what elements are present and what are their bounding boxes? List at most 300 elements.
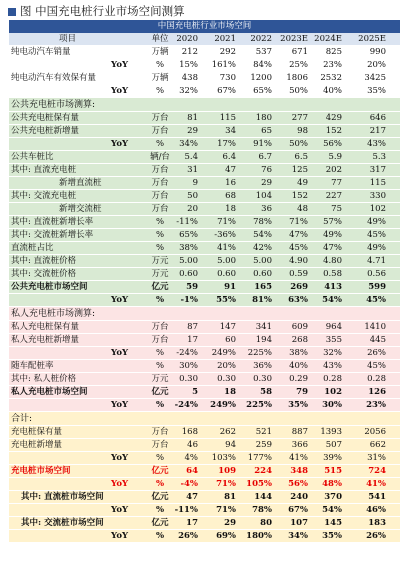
cell-value: 990 xyxy=(369,47,386,57)
cell-value: 5.00 xyxy=(217,256,236,266)
cell-value: 341 xyxy=(255,322,272,332)
table-row xyxy=(9,517,400,530)
cell-value: 50% xyxy=(289,139,308,149)
cell-value: 887 xyxy=(291,427,308,437)
cell-value: 49% xyxy=(367,243,386,253)
cell-value: 47 xyxy=(186,492,198,502)
cell-value: 45% xyxy=(289,243,308,253)
cell-value: 32% xyxy=(179,86,198,96)
cell-value: 0.60 xyxy=(179,269,198,279)
row-unit: % xyxy=(155,505,165,515)
cell-value: 80 xyxy=(260,518,272,528)
cell-value: 0.28 xyxy=(367,374,386,384)
row-unit: 亿元 xyxy=(151,282,169,292)
row-label: 其中: 交流桩市场空间 xyxy=(21,518,104,528)
section-title xyxy=(9,98,400,112)
cell-value: 152 xyxy=(325,126,342,136)
table-row xyxy=(9,465,400,478)
row-unit: % xyxy=(155,243,165,253)
cell-value: 36 xyxy=(261,204,272,214)
section-title xyxy=(9,307,400,321)
row-label: 纯电动汽车销量 xyxy=(11,47,71,57)
cell-value: 78% xyxy=(252,505,272,515)
row-label: YoY xyxy=(111,139,129,149)
cell-value: 43% xyxy=(367,139,386,149)
market-table xyxy=(9,20,400,543)
cell-value: 183 xyxy=(368,518,386,528)
cell-value: -1% xyxy=(180,295,198,305)
cell-value: -24% xyxy=(176,348,198,358)
cell-value: 109 xyxy=(218,466,236,476)
row-label: 充电桩保有量 xyxy=(11,427,63,437)
cell-value: 115 xyxy=(369,178,386,188)
cell-value: 77 xyxy=(331,178,342,188)
table-row xyxy=(9,125,400,138)
cell-value: 1200 xyxy=(250,73,272,83)
row-unit: 万台 xyxy=(151,440,169,450)
cell-value: 40% xyxy=(323,86,342,96)
cell-value: 6.4 xyxy=(222,152,236,162)
table-row xyxy=(9,504,400,517)
cell-value: 98 xyxy=(297,126,308,136)
row-unit: 万辆 xyxy=(151,47,169,57)
cell-value: 825 xyxy=(325,47,342,57)
cell-value: 29 xyxy=(224,518,236,528)
row-label: 其中: 直流桩价格 xyxy=(11,256,77,266)
cell-value: 49% xyxy=(323,230,342,240)
table-row xyxy=(9,242,400,255)
row-unit: 万台 xyxy=(151,427,169,437)
row-label: YoY xyxy=(111,479,129,489)
row-unit: 亿元 xyxy=(151,387,169,397)
cell-value: 227 xyxy=(325,191,342,201)
cell-value: 0.59 xyxy=(289,269,308,279)
header-year: 2023E xyxy=(280,34,308,44)
table-row xyxy=(9,478,400,491)
cell-value: 75 xyxy=(331,204,342,214)
cell-value: 30% xyxy=(322,400,342,410)
table-row xyxy=(9,255,400,268)
row-unit: 万台 xyxy=(151,191,169,201)
row-unit: 万台 xyxy=(151,113,169,123)
cell-value: 15% xyxy=(179,60,198,70)
cell-value: 16 xyxy=(225,178,236,188)
cell-value: 5.00 xyxy=(253,256,272,266)
cell-value: 102 xyxy=(324,387,342,397)
cell-value: 17 xyxy=(186,518,198,528)
cell-value: 69% xyxy=(216,531,236,541)
cell-value: 144 xyxy=(254,492,272,502)
row-unit: 万台 xyxy=(151,126,169,136)
cell-value: 45% xyxy=(366,295,386,305)
cell-value: 71% xyxy=(289,217,308,227)
cell-value: 65% xyxy=(179,230,198,240)
cell-value: 71% xyxy=(216,505,236,515)
cell-value: 105% xyxy=(246,479,272,489)
row-label: YoY xyxy=(111,400,129,410)
cell-value: 60 xyxy=(225,335,236,345)
cell-value: 4.80 xyxy=(323,256,342,266)
cell-value: 0.28 xyxy=(323,374,342,384)
cell-value: 38% xyxy=(179,243,198,253)
cell-value: 39% xyxy=(323,453,342,463)
cell-value: 0.60 xyxy=(217,269,236,279)
cell-value: 59 xyxy=(186,282,198,292)
cell-value: 1806 xyxy=(286,73,308,83)
cell-value: 366 xyxy=(291,440,308,450)
table-row xyxy=(9,216,400,229)
cell-value: 26% xyxy=(366,531,386,541)
cell-value: 0.30 xyxy=(217,374,236,384)
row-label: 其中: 交流桩新增长率 xyxy=(11,230,94,240)
cell-value: 212 xyxy=(181,47,198,57)
table-row xyxy=(9,164,400,177)
row-label: YoY xyxy=(111,86,129,96)
section-title-text: 合计: xyxy=(11,414,33,424)
cell-value: 202 xyxy=(325,165,342,175)
cell-value: 5.00 xyxy=(179,256,198,266)
table-row xyxy=(9,530,400,543)
cell-value: 5.3 xyxy=(372,152,386,162)
cell-value: 65 xyxy=(261,126,272,136)
section-title-text: 公共充电桩市场测算: xyxy=(11,100,96,110)
header-label: 项目 xyxy=(59,34,77,44)
cell-value: 355 xyxy=(325,335,342,345)
cell-value: 36% xyxy=(253,361,272,371)
row-label: 公共充电桩保有量 xyxy=(11,113,80,123)
table-row xyxy=(9,72,400,85)
row-unit: % xyxy=(155,230,165,240)
row-unit: % xyxy=(155,479,165,489)
cell-value: 71% xyxy=(216,479,236,489)
cell-value: 537 xyxy=(255,47,272,57)
cell-value: 4.90 xyxy=(289,256,308,266)
cell-value: 20% xyxy=(367,60,386,70)
table-row xyxy=(9,112,400,125)
cell-value: 49% xyxy=(367,217,386,227)
table-row xyxy=(9,426,400,439)
cell-value: 26% xyxy=(178,531,198,541)
cell-value: 50% xyxy=(289,86,308,96)
cell-value: 0.58 xyxy=(323,269,342,279)
row-label: 随车配桩率 xyxy=(11,361,54,371)
table-row xyxy=(9,85,400,98)
row-label: 充电桩市场空间 xyxy=(11,466,71,476)
cell-value: 26% xyxy=(367,348,386,358)
row-unit: 万元 xyxy=(151,269,169,279)
cell-value: 225% xyxy=(246,400,272,410)
cell-value: 445 xyxy=(369,335,386,345)
row-label: YoY xyxy=(111,453,129,463)
cell-value: 56% xyxy=(323,139,342,149)
row-unit: % xyxy=(155,86,165,96)
cell-value: 54% xyxy=(253,230,272,240)
cell-value: 71% xyxy=(217,217,236,227)
row-label: 公共充电桩市场空间 xyxy=(11,282,88,292)
cell-value: 48% xyxy=(322,479,342,489)
row-unit: % xyxy=(155,400,165,410)
cell-value: 49 xyxy=(297,178,308,188)
row-unit: 万台 xyxy=(151,322,169,332)
cell-value: -4% xyxy=(180,479,198,489)
row-unit: 万辆 xyxy=(151,73,169,83)
cell-value: 41% xyxy=(366,479,386,489)
cell-value: 78% xyxy=(253,217,272,227)
table-row xyxy=(9,294,400,307)
row-label: 其中: 交流桩价格 xyxy=(11,269,77,279)
cell-value: 17% xyxy=(217,139,236,149)
cell-value: 277 xyxy=(291,113,308,123)
cell-value: 515 xyxy=(324,466,342,476)
table-row xyxy=(9,386,400,399)
row-unit: 亿元 xyxy=(151,518,169,528)
table-body xyxy=(9,46,400,543)
row-unit: % xyxy=(155,453,165,463)
cell-value: 541 xyxy=(368,492,386,502)
cell-value: 68 xyxy=(225,191,236,201)
cell-value: 54% xyxy=(322,505,342,515)
table-row xyxy=(9,151,400,164)
cell-value: 0.30 xyxy=(253,374,272,384)
table-row xyxy=(9,321,400,334)
cell-value: 81 xyxy=(187,113,198,123)
header-unit: 单位 xyxy=(151,34,169,44)
row-unit: 万台 xyxy=(151,165,169,175)
table-row xyxy=(9,46,400,59)
cell-value: 25% xyxy=(289,60,308,70)
row-label: YoY xyxy=(111,295,129,305)
header-year: 2022 xyxy=(250,34,272,44)
cell-value: 56% xyxy=(288,479,308,489)
cell-value: 102 xyxy=(369,204,386,214)
cell-value: 34% xyxy=(288,531,308,541)
cell-value: 38% xyxy=(289,348,308,358)
table-row xyxy=(9,360,400,373)
caption-square-icon xyxy=(8,8,16,16)
cell-value: 45% xyxy=(367,230,386,240)
cell-value: -24% xyxy=(174,400,198,410)
table-row xyxy=(9,491,400,504)
cell-value: 35% xyxy=(367,86,386,96)
cell-value: 50 xyxy=(187,191,198,201)
cell-value: 180 xyxy=(255,113,272,123)
cell-value: 107 xyxy=(290,518,308,528)
cell-value: 32% xyxy=(323,348,342,358)
cell-value: 40% xyxy=(289,361,308,371)
section-title-text: 私人充电桩市场测算: xyxy=(11,309,96,319)
table-row xyxy=(9,190,400,203)
figure-caption xyxy=(8,3,185,19)
cell-value: 4.71 xyxy=(367,256,386,266)
row-unit: % xyxy=(155,60,165,70)
row-unit: % xyxy=(155,361,165,371)
section-title xyxy=(9,412,400,426)
cell-value: 67% xyxy=(217,86,236,96)
cell-value: -36% xyxy=(214,230,236,240)
cell-value: 55% xyxy=(216,295,236,305)
header-row xyxy=(9,33,400,46)
cell-value: 29 xyxy=(187,126,198,136)
cell-value: 217 xyxy=(369,126,386,136)
cell-value: 521 xyxy=(255,427,272,437)
cell-value: 9 xyxy=(192,178,198,188)
row-label: 其中: 直流桩新增长率 xyxy=(11,217,94,227)
cell-value: 23% xyxy=(366,400,386,410)
cell-value: 63% xyxy=(288,295,308,305)
row-unit: 万台 xyxy=(151,204,169,214)
row-label: 其中: 私人桩价格 xyxy=(11,374,77,384)
cell-value: 17 xyxy=(187,335,198,345)
cell-value: 599 xyxy=(368,282,386,292)
cell-value: 125 xyxy=(291,165,308,175)
table-row xyxy=(9,452,400,465)
cell-value: 43% xyxy=(323,361,342,371)
row-unit: % xyxy=(155,348,165,358)
cell-value: 730 xyxy=(219,73,236,83)
cell-value: 48 xyxy=(297,204,308,214)
cell-value: 57% xyxy=(323,217,342,227)
row-unit: 亿元 xyxy=(151,492,169,502)
table-row xyxy=(9,373,400,386)
row-label: 新增直流桩 xyxy=(59,178,102,188)
table-row xyxy=(9,281,400,294)
cell-value: 76 xyxy=(261,165,272,175)
cell-value: 31 xyxy=(187,165,198,175)
table-title: 中国充电桩行业市场空间 xyxy=(9,20,400,33)
row-label: 纯电动汽车有效保有量 xyxy=(11,73,97,83)
cell-value: 31% xyxy=(367,453,386,463)
header-year: 2025E xyxy=(358,34,386,44)
cell-value: 0.29 xyxy=(289,374,308,384)
table-row xyxy=(9,268,400,281)
cell-value: 507 xyxy=(325,440,342,450)
cell-value: 194 xyxy=(255,335,272,345)
row-unit: % xyxy=(155,217,165,227)
cell-value: 249% xyxy=(210,400,236,410)
cell-value: 87 xyxy=(187,322,198,332)
cell-value: 4% xyxy=(184,453,198,463)
row-label: 私人充电桩保有量 xyxy=(11,322,80,332)
cell-value: 147 xyxy=(219,322,236,332)
cell-value: 18 xyxy=(225,204,236,214)
cell-value: 646 xyxy=(369,113,386,123)
row-unit: % xyxy=(155,531,165,541)
cell-value: 671 xyxy=(291,47,308,57)
row-label: 其中: 交流充电桩 xyxy=(11,191,77,201)
cell-value: 1410 xyxy=(364,322,386,332)
cell-value: 58 xyxy=(260,387,272,397)
cell-value: 67% xyxy=(288,505,308,515)
table-row xyxy=(9,229,400,242)
cell-value: 6.7 xyxy=(258,152,272,162)
table-row xyxy=(9,347,400,360)
row-unit: 万台 xyxy=(151,178,169,188)
row-label: YoY xyxy=(111,60,129,70)
cell-value: 145 xyxy=(324,518,342,528)
table-row xyxy=(9,439,400,452)
cell-value: 0.56 xyxy=(367,269,386,279)
cell-value: 54% xyxy=(322,295,342,305)
cell-value: 2532 xyxy=(320,73,342,83)
cell-value: 292 xyxy=(219,47,236,57)
cell-value: 0.30 xyxy=(179,374,198,384)
cell-value: 224 xyxy=(254,466,272,476)
cell-value: 438 xyxy=(181,73,198,83)
cell-value: 225% xyxy=(247,348,272,358)
cell-value: 115 xyxy=(219,113,236,123)
row-label: 公共车桩比 xyxy=(11,152,54,162)
cell-value: 46 xyxy=(187,440,198,450)
table-row xyxy=(9,399,400,412)
cell-value: 94 xyxy=(225,440,236,450)
cell-value: 29 xyxy=(261,178,272,188)
cell-value: 42% xyxy=(253,243,272,253)
cell-value: -11% xyxy=(176,217,198,227)
cell-value: 269 xyxy=(290,282,308,292)
row-label: 充电桩新增量 xyxy=(11,440,63,450)
cell-value: 34% xyxy=(179,139,198,149)
cell-value: 161% xyxy=(211,60,236,70)
table-row xyxy=(9,138,400,151)
cell-value: 65% xyxy=(253,86,272,96)
cell-value: 47 xyxy=(225,165,236,175)
cell-value: -11% xyxy=(174,505,198,515)
cell-value: 103% xyxy=(211,453,236,463)
cell-value: 20% xyxy=(217,361,236,371)
cell-value: 268 xyxy=(291,335,308,345)
cell-value: 240 xyxy=(290,492,308,502)
cell-value: 45% xyxy=(367,361,386,371)
cell-value: 662 xyxy=(369,440,386,450)
cell-value: 91 xyxy=(224,282,236,292)
row-label: YoY xyxy=(111,348,129,358)
cell-value: 34 xyxy=(225,126,236,136)
cell-value: 23% xyxy=(323,60,342,70)
table-row xyxy=(9,177,400,190)
row-unit: 万元 xyxy=(151,256,169,266)
cell-value: 91% xyxy=(253,139,272,149)
row-unit: 辆/台 xyxy=(150,152,170,162)
cell-value: 1393 xyxy=(320,427,342,437)
table-row xyxy=(9,334,400,347)
row-label: 其中: 直流桩市场空间 xyxy=(21,492,104,502)
cell-value: 41% xyxy=(217,243,236,253)
row-unit: 万台 xyxy=(151,335,169,345)
cell-value: 3425 xyxy=(364,73,386,83)
cell-value: 429 xyxy=(325,113,342,123)
cell-value: 47% xyxy=(289,230,308,240)
cell-value: 81% xyxy=(252,295,272,305)
cell-value: 330 xyxy=(369,191,386,201)
cell-value: 609 xyxy=(291,322,308,332)
row-label: 其中: 直流充电桩 xyxy=(11,165,77,175)
header-year: 2020 xyxy=(176,34,198,44)
row-label: YoY xyxy=(111,531,129,541)
cell-value: 84% xyxy=(253,60,272,70)
row-unit: % xyxy=(155,295,165,305)
cell-value: 348 xyxy=(290,466,308,476)
row-label: 私人充电桩新增量 xyxy=(11,335,80,345)
cell-value: 30% xyxy=(179,361,198,371)
row-unit: 亿元 xyxy=(151,466,169,476)
header-year: 2024E xyxy=(314,34,342,44)
cell-value: 46% xyxy=(366,505,386,515)
cell-value: 5.4 xyxy=(184,152,198,162)
cell-value: 2056 xyxy=(364,427,386,437)
cell-value: 81 xyxy=(224,492,236,502)
cell-value: 5 xyxy=(192,387,198,397)
cell-value: 18 xyxy=(224,387,236,397)
